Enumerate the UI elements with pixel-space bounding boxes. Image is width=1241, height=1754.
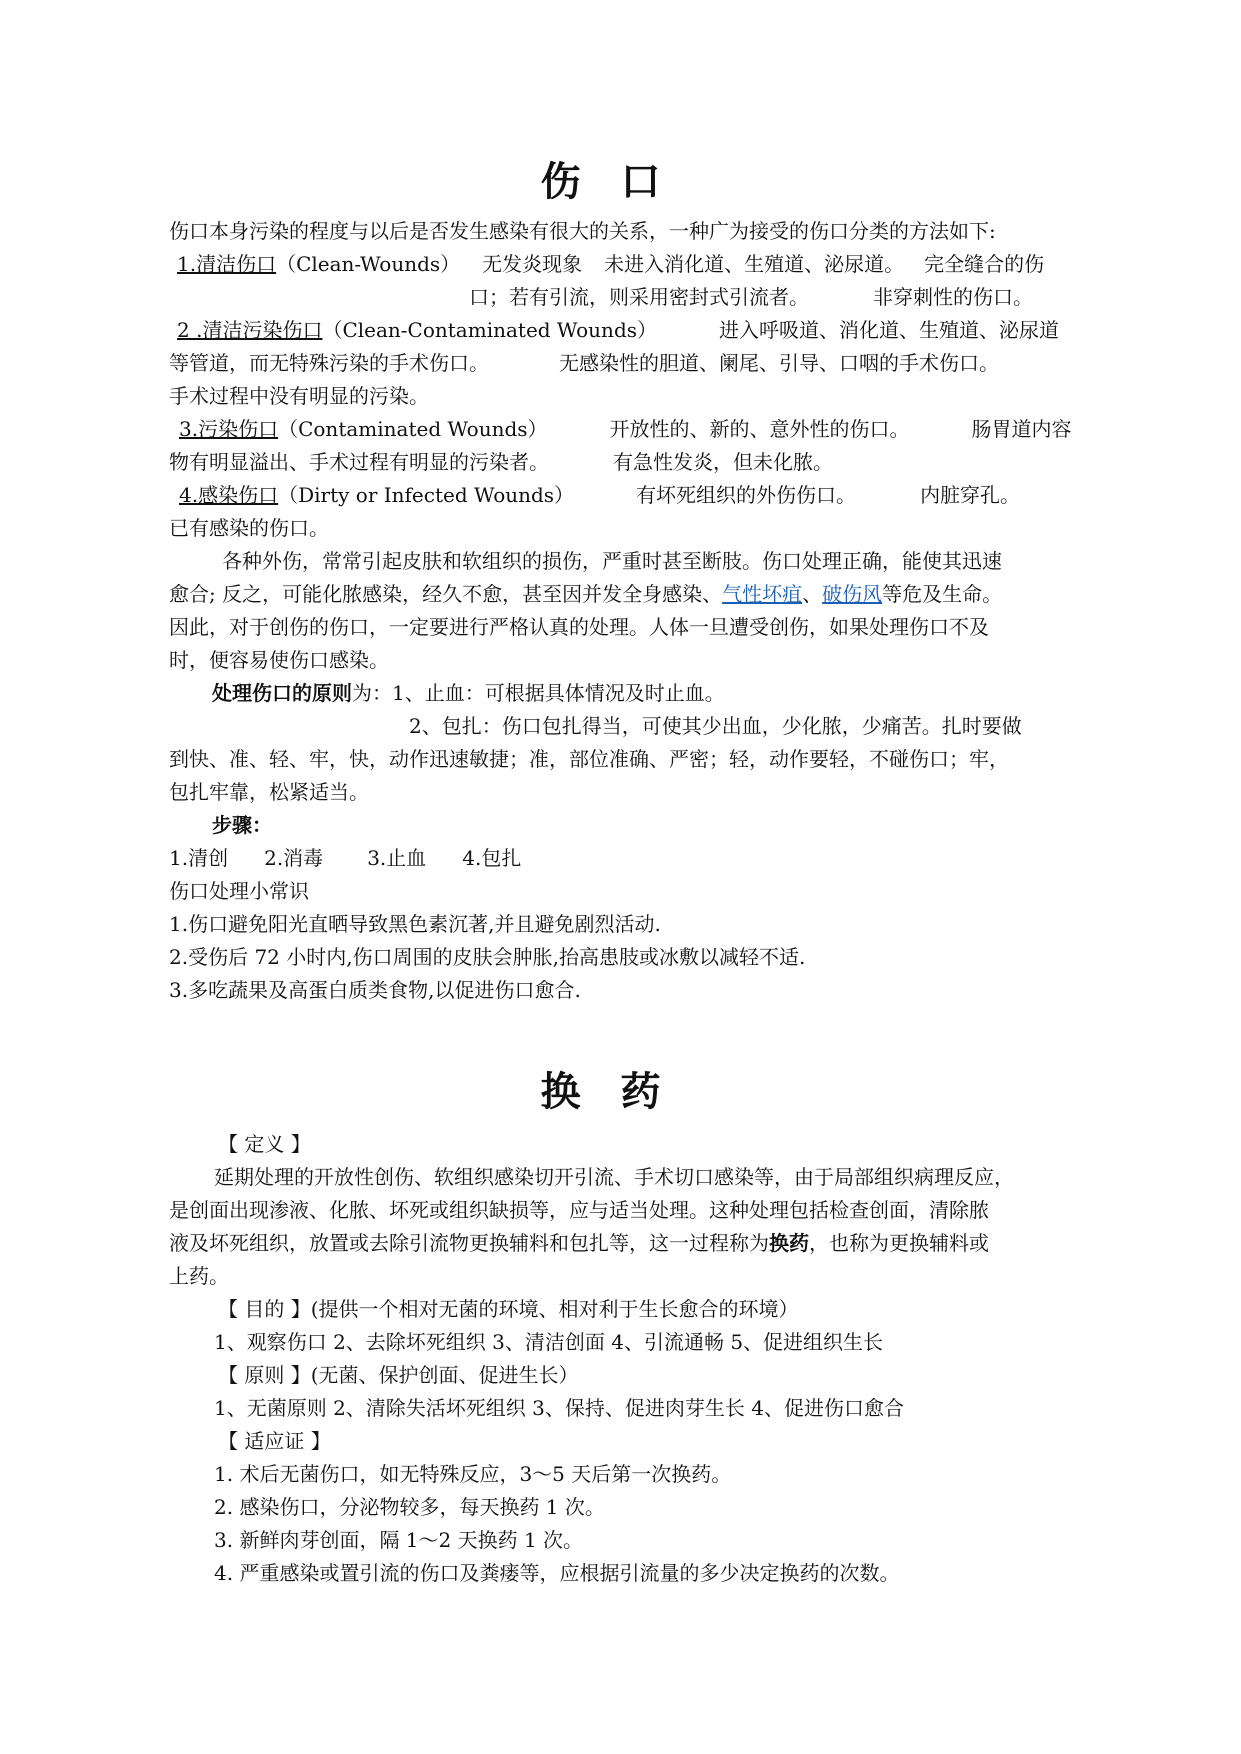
class4-c1: 有坏死组织的外伤伤口。	[636, 483, 857, 507]
steps-list	[169, 842, 521, 874]
class2-line2	[169, 347, 999, 379]
class2-line1	[177, 314, 1059, 346]
indication-heading: 【 适应证 】	[218, 1429, 331, 1453]
class2-c1a: 进入呼吸道、消化道、生殖道、泌尿道	[719, 318, 1060, 342]
step-item: 2.消毒	[264, 846, 324, 870]
principle-line1	[212, 677, 725, 709]
class4-en: （Dirty or Infected Wounds）	[278, 483, 575, 507]
principle-items: 1、无菌原则 2、清除失活坏死组织 3、保持、促进肉芽生长 4、促进伤口愈合	[214, 1396, 904, 1420]
definition-line2: 是创面出现渗液、化脓、坏死或组织缺损等，应与适当处理。这种处理包括检查创面，清除脓	[169, 1198, 989, 1222]
class3-line1	[179, 413, 1072, 445]
class4-line1	[179, 479, 1020, 511]
indication-item: 2. 感染伤口，分泌物较多，每天换药 1 次。	[214, 1495, 605, 1519]
indication-item: 4. 严重感染或置引流的伤口及粪瘘等，应根据引流量的多少决定换药的次数。	[214, 1561, 900, 1585]
tip-item: 2.受伤后 72 小时内,伤口周围的皮肤会肿胀,抬高患肢或冰敷以减轻不适.	[169, 945, 806, 969]
purpose-items: 1、观察伤口 2、去除坏死组织 3、清洁创面 4、引流通畅 5、促进组织生长	[214, 1330, 884, 1354]
para1-line3: 因此，对于创伤的伤口，一定要进行严格认真的处理。人体一旦遭受创伤，如果处理伤口不及	[169, 615, 989, 639]
class1-c3b: 口；若有引流，则采用密封式引流者。	[469, 285, 809, 309]
class3-c2b: 物有明显溢出、手术过程有明显的污染者。	[169, 450, 549, 474]
para1-line1: 各种外伤，常常引起皮肤和软组织的损伤，严重时甚至断肢。伤口处理正确，能使其迅速	[222, 549, 1002, 573]
definition-line3b: ，也称为更换辅料或	[809, 1231, 989, 1255]
definition-term: 换药	[769, 1231, 809, 1255]
gas-gangrene-link[interactable]: 气性坏疽	[722, 582, 803, 606]
class3-en: （Contaminated Wounds）	[278, 417, 548, 441]
class4-c3: 已有感染的伤口。	[169, 516, 329, 540]
intro-text: 伤口本身污染的程度与以后是否发生感染有很大的关系，一种广为接受的伤口分类的方法如下:	[169, 219, 996, 243]
para1-line4: 时，便容易使伤口感染。	[169, 648, 389, 672]
indication-item: 1. 术后无菌伤口，如无特殊反应，3～5 天后第一次换药。	[214, 1462, 732, 1486]
definition-heading: 【 定义 】	[218, 1132, 311, 1156]
class1-c1: 无发炎现象	[482, 252, 583, 276]
definition-line3a: 液及坏死组织，放置或去除引流物更换辅料和包扎等，这一过程称为	[169, 1231, 769, 1255]
class3-c3: 有急性发炎，但未化脓。	[613, 450, 833, 474]
para1-line2a: 愈合; 反之，可能化脓感染，经久不愈，甚至因并发全身感染、	[169, 582, 723, 606]
class2-c3: 手术过程中没有明显的污染。	[169, 384, 429, 408]
principle-label: 处理伤口的原则	[212, 681, 352, 705]
principle-2c: 包扎牢靠，松紧适当。	[169, 780, 369, 804]
tips-title: 伤口处理小常识	[169, 879, 309, 903]
class2-c2: 无感染性的胆道、阑尾、引导、口咽的手术伤口。	[559, 351, 999, 375]
purpose-heading: 【 目的 】(提供一个相对无菌的环境、相对利于生长愈合的环境）	[218, 1297, 799, 1321]
step-item: 4.包扎	[462, 846, 522, 870]
class1-label: 1.清洁伤口	[177, 252, 277, 276]
section-title-dressing: 换药	[540, 1068, 701, 1115]
principle-heading: 【 原则 】(无菌、保护创面、促进生长）	[218, 1363, 579, 1387]
tip-item: 3.多吃蔬果及高蛋白质类食物,以促进伤口愈合.	[169, 978, 581, 1002]
tip-item: 1.伤口避免阳光直晒导致黑色素沉著,并且避免剧烈活动.	[169, 912, 661, 936]
principle-1: 为：1、止血：可根据具体情况及时止血。	[352, 681, 725, 705]
para1-line2b: 等危及生命。	[882, 582, 1003, 606]
class4-c2: 内脏穿孔。	[920, 483, 1021, 507]
class3-line2	[169, 446, 833, 478]
principle-2: 2、包扎：伤口包扎得当，可使其少出血，少化脓，少痛苦。扎时要做	[409, 714, 1022, 738]
definition-line1: 延期处理的开放性创伤、软组织感染切开引流、手术切口感染等，由于局部组织病理反应，	[214, 1165, 1014, 1189]
class4-label: 4.感染伤口	[179, 483, 279, 507]
class1-c2: 未进入消化道、生殖道、泌尿道。	[604, 252, 905, 276]
class2-en: （Clean-Contaminated Wounds）	[322, 318, 658, 342]
definition-line4: 上药。	[169, 1264, 229, 1288]
class1-c4: 非穿刺性的伤口。	[873, 285, 1033, 309]
class1-line1	[177, 248, 1044, 280]
class1-line2	[469, 281, 1033, 313]
steps-label: 步骤：	[212, 813, 272, 837]
step-item: 3.止血	[367, 846, 427, 870]
step-item: 1.清创	[169, 846, 229, 870]
class2-c1b: 等管道，而无特殊污染的手术伤口。	[169, 351, 489, 375]
tetanus-link[interactable]: 破伤风	[822, 582, 883, 606]
section-title-wound: 伤口	[540, 158, 701, 205]
principle-2b: 到快、准、轻、牢，快，动作迅速敏捷；准，部位准确、严密；轻，动作要轻，不碰伤口；牢，	[169, 747, 1009, 771]
para1-sep: 、	[802, 582, 823, 606]
indication-item: 3. 新鲜肉芽创面，隔 1～2 天换药 1 次。	[214, 1528, 584, 1552]
class2-label: 2 .清洁污染伤口	[177, 318, 323, 342]
definition-line3	[169, 1227, 989, 1259]
para1-line2	[169, 578, 1002, 610]
class3-c2a: 肠胃道内容	[971, 417, 1072, 441]
class1-c3a: 完全缝合的伤	[924, 252, 1045, 276]
class3-label: 3.污染伤口	[179, 417, 279, 441]
class1-en: （Clean-Wounds）	[276, 252, 461, 276]
class3-c1: 开放性的、新的、意外性的伤口。	[609, 417, 910, 441]
